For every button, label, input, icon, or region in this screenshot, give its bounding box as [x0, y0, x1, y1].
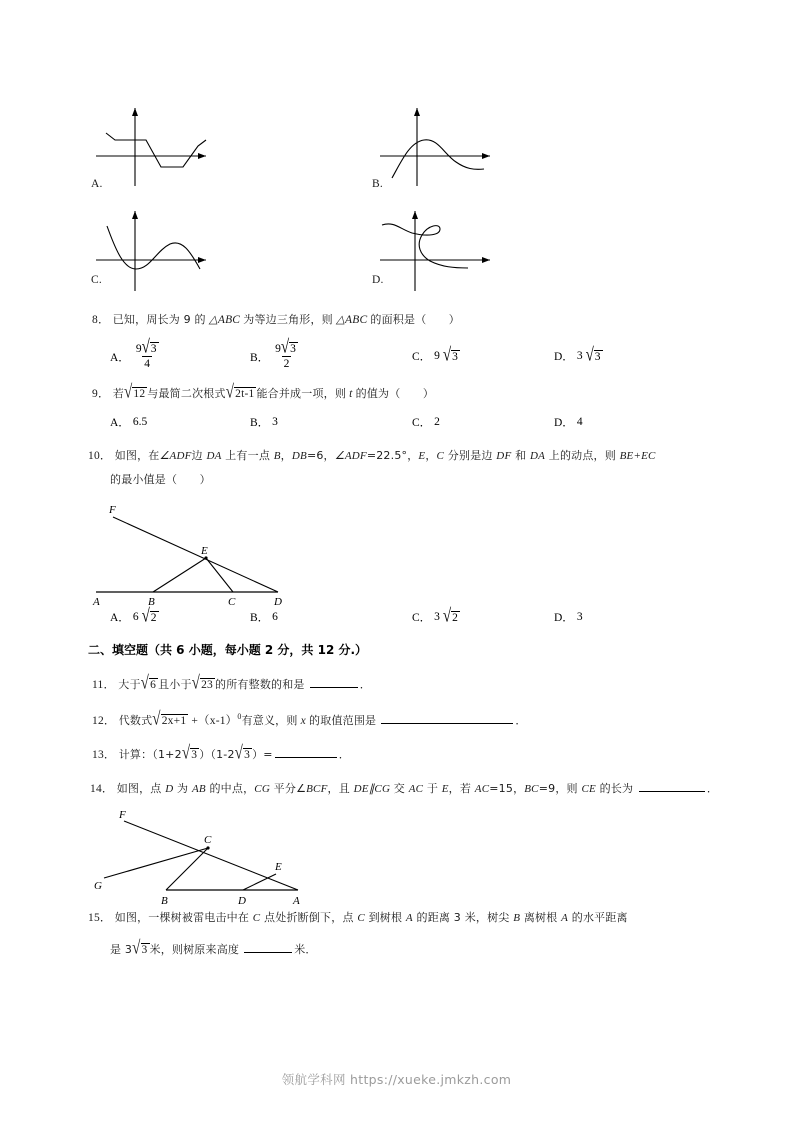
q10-option-b[interactable]	[250, 609, 278, 625]
text-run-3: DA	[206, 450, 222, 462]
q12-part3: 有意义，则	[241, 713, 298, 727]
q7-option-d-label: D.	[372, 274, 384, 286]
q10-options	[92, 607, 732, 637]
text-run-5: B	[273, 450, 281, 462]
text-run-15: DF	[496, 450, 512, 462]
text-run-4: 到树根	[364, 911, 406, 924]
text-run-17: BC	[524, 783, 539, 795]
q13-part1: 计算：（1+2	[118, 748, 182, 761]
q8-triangle-1: △ABC	[208, 314, 241, 326]
sqrt-icon: √ 6	[140, 673, 157, 694]
text-run-14: ，若	[448, 782, 475, 795]
text-run-13: E	[441, 783, 449, 795]
q10-option-a[interactable]	[110, 605, 159, 626]
text-run-20: 的长为	[595, 782, 637, 795]
question-10-stem-line1	[88, 447, 656, 465]
q9-option-d-label: D．	[554, 417, 574, 429]
q8-a-denominator: 4	[144, 358, 151, 370]
q8-b-num-coef: 9	[275, 343, 281, 355]
q8-b-denominator: 2	[283, 358, 290, 370]
text-run-12: 于	[423, 782, 442, 795]
text-run-9: DE∥CG	[353, 783, 391, 795]
q10-a-coef: 6	[132, 611, 139, 623]
q9-option-d-value: 4	[576, 416, 583, 428]
q13-tail: ．	[338, 748, 350, 761]
q8-c-radicand: 3	[452, 350, 458, 363]
q9-option-a[interactable]	[110, 414, 147, 430]
q8-option-a-label: A．	[110, 352, 130, 364]
q9-number: 9．	[92, 388, 110, 400]
q10-stem-text-line1	[115, 449, 656, 462]
q9-radicand-1: 12	[133, 388, 146, 400]
q14-label-F: F	[119, 809, 126, 821]
q9-stem-part2: 与最简二次根式	[147, 387, 226, 400]
sqrt-icon: √ 12	[123, 382, 146, 403]
q10-label-A: A	[93, 596, 100, 608]
q14-label-B: B	[161, 895, 168, 907]
sqrt-icon: √ 3	[442, 344, 458, 365]
text-run-19: BE+EC	[619, 450, 656, 462]
text-run-6: 平分∠	[269, 782, 307, 795]
q15-line2-part2: 米，则树原来高度	[149, 943, 240, 956]
q8-a-num-coef: 9	[135, 343, 142, 355]
q8-option-c[interactable]	[412, 344, 460, 365]
text-run-10: 交	[390, 782, 409, 795]
text-run-14: 分别是边	[444, 449, 497, 462]
text-run-8: =6，	[306, 449, 335, 462]
q8-c-coef: 9	[434, 350, 440, 362]
q9-option-a-value: 6.5	[132, 416, 148, 428]
q14-figure	[88, 808, 388, 908]
q12-exponent: 0	[237, 712, 242, 721]
q7-option-c-label: C.	[91, 274, 102, 286]
q8-stem-part2: 为等边三角形，则	[243, 313, 333, 326]
q8-number: 8．	[92, 314, 110, 326]
q15-stem-text-line1	[115, 911, 628, 924]
q10-option-c-label: C．	[412, 612, 432, 624]
q9-stem-part1: 若	[112, 387, 124, 400]
q10-option-d-value: 3	[576, 611, 583, 623]
question-15-line1	[88, 909, 628, 927]
text-run-7: B	[513, 912, 521, 924]
q11-radicand-2: 23	[201, 679, 214, 691]
q10-option-b-value: 6	[272, 611, 278, 623]
text-run-15: AC	[474, 783, 490, 795]
q13-answer-blank[interactable]	[275, 747, 337, 758]
text-run-10: =22.5°，	[366, 449, 419, 462]
q10-c-radicand: 2	[452, 611, 458, 624]
q9-option-b-value: 3	[272, 416, 278, 428]
q14-stem-text	[117, 782, 637, 795]
text-run-4: 的中点，	[205, 782, 255, 795]
q15-line2-part1: 是 3	[110, 943, 133, 956]
q9-radicand-2: 2t-1	[235, 388, 255, 400]
q10-label-D: D	[274, 596, 282, 608]
sqrt-icon: √ 3	[280, 337, 296, 358]
q7-option-a-label: A.	[91, 178, 103, 190]
q12-radicand: 2x+1	[161, 714, 187, 727]
text-run-5: A	[405, 912, 413, 924]
q8-d-coef: 3	[576, 350, 583, 362]
q9-option-b[interactable]	[250, 414, 278, 430]
q10-a-radicand: 2	[150, 611, 157, 624]
q9-option-c-value: 2	[434, 416, 440, 428]
q14-label-A: A	[293, 895, 300, 907]
sqrt-icon: √ 2x+1	[152, 709, 187, 730]
q11-number: 11．	[92, 679, 116, 691]
text-run-2: 为	[173, 782, 192, 795]
q12-part2: +（x-1）	[191, 714, 238, 727]
text-run-10: 的水平距离	[568, 911, 628, 924]
q9-option-a-label: A．	[110, 417, 130, 429]
q10-label-F: F	[109, 504, 116, 516]
q7-option-d-figure	[372, 203, 622, 293]
q8-option-a[interactable]	[110, 337, 162, 372]
text-run-18: 上的动点，则	[545, 449, 620, 462]
text-run-16: =15，	[489, 782, 525, 795]
q15-line2-radicand: 3	[141, 944, 148, 956]
q14-label-C: C	[204, 834, 212, 846]
q14-label-D: D	[238, 895, 246, 907]
q10-c-coef: 3	[434, 611, 440, 623]
q9-stem-part4: 的值为（ ）	[355, 387, 435, 400]
sqrt-icon: √ 3	[181, 743, 198, 764]
q8-triangle-2: △ABC	[335, 314, 368, 326]
q14-label-E: E	[275, 861, 282, 873]
q11-part1: 大于	[118, 678, 141, 691]
text-run-0: 如图，在	[114, 449, 160, 462]
q8-b-num-radicand: 3	[290, 343, 296, 355]
q12-answer-blank[interactable]	[381, 713, 513, 724]
q14-answer-blank[interactable]	[639, 781, 705, 792]
q9-option-d[interactable]	[554, 414, 583, 430]
q8-option-b-label: B．	[250, 352, 270, 364]
q9-option-b-label: B．	[250, 417, 270, 429]
q10-option-c[interactable]	[412, 605, 460, 626]
q14-tail: ．	[706, 782, 719, 795]
section-2-heading: 二、填空题（共 6 小题，每小题 2 分，共 12 分.）	[88, 643, 368, 657]
q12-variable: x	[300, 714, 306, 727]
q15-number: 15．	[88, 912, 112, 924]
q8-a-num-radicand: 3	[150, 343, 157, 355]
q11-part3: 的所有整数的和是	[215, 678, 305, 691]
text-run-16: 和	[511, 449, 530, 462]
q8-options	[92, 337, 732, 370]
text-run-17: DA	[529, 450, 546, 462]
q13-part3: ）=	[252, 748, 273, 761]
sqrt-icon: √ 3	[132, 938, 148, 959]
q10-option-d-label: D．	[554, 612, 574, 624]
text-run-4: 上有一点	[221, 449, 274, 462]
q12-tail: ．	[515, 713, 527, 727]
question-13	[92, 743, 350, 764]
question-15-line2	[110, 938, 317, 959]
text-run-8: ，且	[327, 782, 354, 795]
q8-d-radicand: 3	[594, 350, 601, 363]
text-run-0: 如图，一棵树被雷电击中在	[114, 911, 253, 924]
q8-option-b-value	[273, 337, 300, 371]
q11-radicand-1: 6	[150, 679, 157, 691]
sqrt-icon: √ 23	[191, 673, 214, 694]
q11-answer-blank[interactable]	[310, 677, 358, 688]
q15-answer-blank[interactable]	[244, 942, 292, 953]
text-run-6: ，	[280, 449, 292, 462]
sqrt-icon: √ 2	[141, 605, 157, 626]
text-run-2: 边	[191, 449, 207, 462]
q10-label-B: B	[148, 596, 155, 608]
q8-option-a-value	[134, 337, 161, 371]
q10-label-C: C	[228, 596, 236, 608]
q9-option-c-label: C．	[412, 417, 432, 429]
q12-part4: 的取值范围是	[309, 713, 377, 727]
text-run-2: 点处折断倒下，点	[260, 911, 358, 924]
q14-number: 14．	[90, 783, 114, 795]
q10-option-b-label: B．	[250, 612, 270, 624]
text-run-3: C	[357, 912, 365, 924]
question-8-stem	[92, 311, 460, 329]
text-run-8: 离树根	[520, 911, 562, 924]
q8-option-c-label: C．	[412, 351, 432, 363]
question-10-stem-line2: 的最小值是（ ）	[110, 473, 211, 486]
q13-radicand-2: 3	[244, 749, 251, 761]
q9-stem-part3: 能合并成一项，则	[256, 387, 347, 400]
text-run-9: ∠ADF	[334, 450, 367, 462]
text-run-11: E	[418, 450, 426, 462]
q8-option-b[interactable]	[250, 337, 301, 372]
text-run-5: CG	[254, 783, 270, 795]
q10-figure	[88, 500, 388, 612]
q13-part2: ）（1-2	[199, 748, 235, 761]
q7-option-b-label: B.	[372, 178, 383, 190]
question-11	[92, 673, 371, 694]
text-run-6: 的距离 3 米，树尖	[412, 911, 514, 924]
q8-stem-part1: 已知，周长为 9 的	[112, 313, 206, 326]
footer-watermark: 领航学科网 https://xueke.jmkzh.com	[281, 1072, 512, 1087]
sqrt-icon: √ 2t-1	[225, 382, 255, 403]
sqrt-icon: √ 2	[442, 605, 458, 626]
q11-part2: 且小于	[158, 678, 192, 691]
q8-stem-part3: 的面积是（ ）	[370, 313, 461, 326]
text-run-1: D	[165, 783, 174, 795]
q10-number: 10．	[88, 450, 112, 462]
question-9-stem	[92, 382, 435, 403]
text-run-0: 如图，点	[116, 782, 166, 795]
q14-label-G: G	[94, 880, 102, 892]
q7-option-a-figure	[88, 88, 338, 188]
q9-options	[92, 412, 732, 442]
q13-number: 13．	[92, 749, 116, 761]
question-14	[90, 780, 718, 798]
text-run-19: CE	[581, 783, 596, 795]
text-run-13: C	[436, 450, 445, 462]
sqrt-icon: √ 3	[141, 337, 157, 358]
q9-option-c[interactable]	[412, 414, 440, 430]
text-run-11: AC	[408, 783, 424, 795]
text-run-12: ，	[425, 449, 437, 462]
q8-option-d-label: D．	[554, 351, 574, 363]
q7-option-b-figure	[372, 88, 622, 188]
q10-option-d[interactable]	[554, 609, 583, 625]
q11-tail: ．	[359, 678, 371, 691]
q9-variable: t	[349, 388, 353, 400]
q13-radicand-1: 3	[191, 749, 198, 761]
q10-option-a-label: A．	[110, 612, 130, 624]
q15-line2-part3: 米．	[294, 943, 317, 956]
question-12	[92, 708, 527, 730]
q7-option-c-figure	[88, 203, 338, 293]
q12-part1: 代数式	[118, 713, 153, 727]
text-run-7: DB	[291, 450, 307, 462]
text-run-7: BCF	[306, 783, 328, 795]
text-run-18: =9，则	[538, 782, 582, 795]
sqrt-icon: √ 3	[234, 743, 251, 764]
text-run-3: AB	[191, 783, 206, 795]
q8-option-d[interactable]	[554, 344, 603, 365]
text-run-9: A	[561, 912, 569, 924]
q12-number: 12．	[92, 714, 116, 727]
q10-label-E: E	[201, 545, 208, 557]
text-run-1: C	[252, 912, 261, 924]
sqrt-icon: √ 3	[585, 344, 601, 365]
text-run-1: ∠ADF	[159, 450, 192, 462]
